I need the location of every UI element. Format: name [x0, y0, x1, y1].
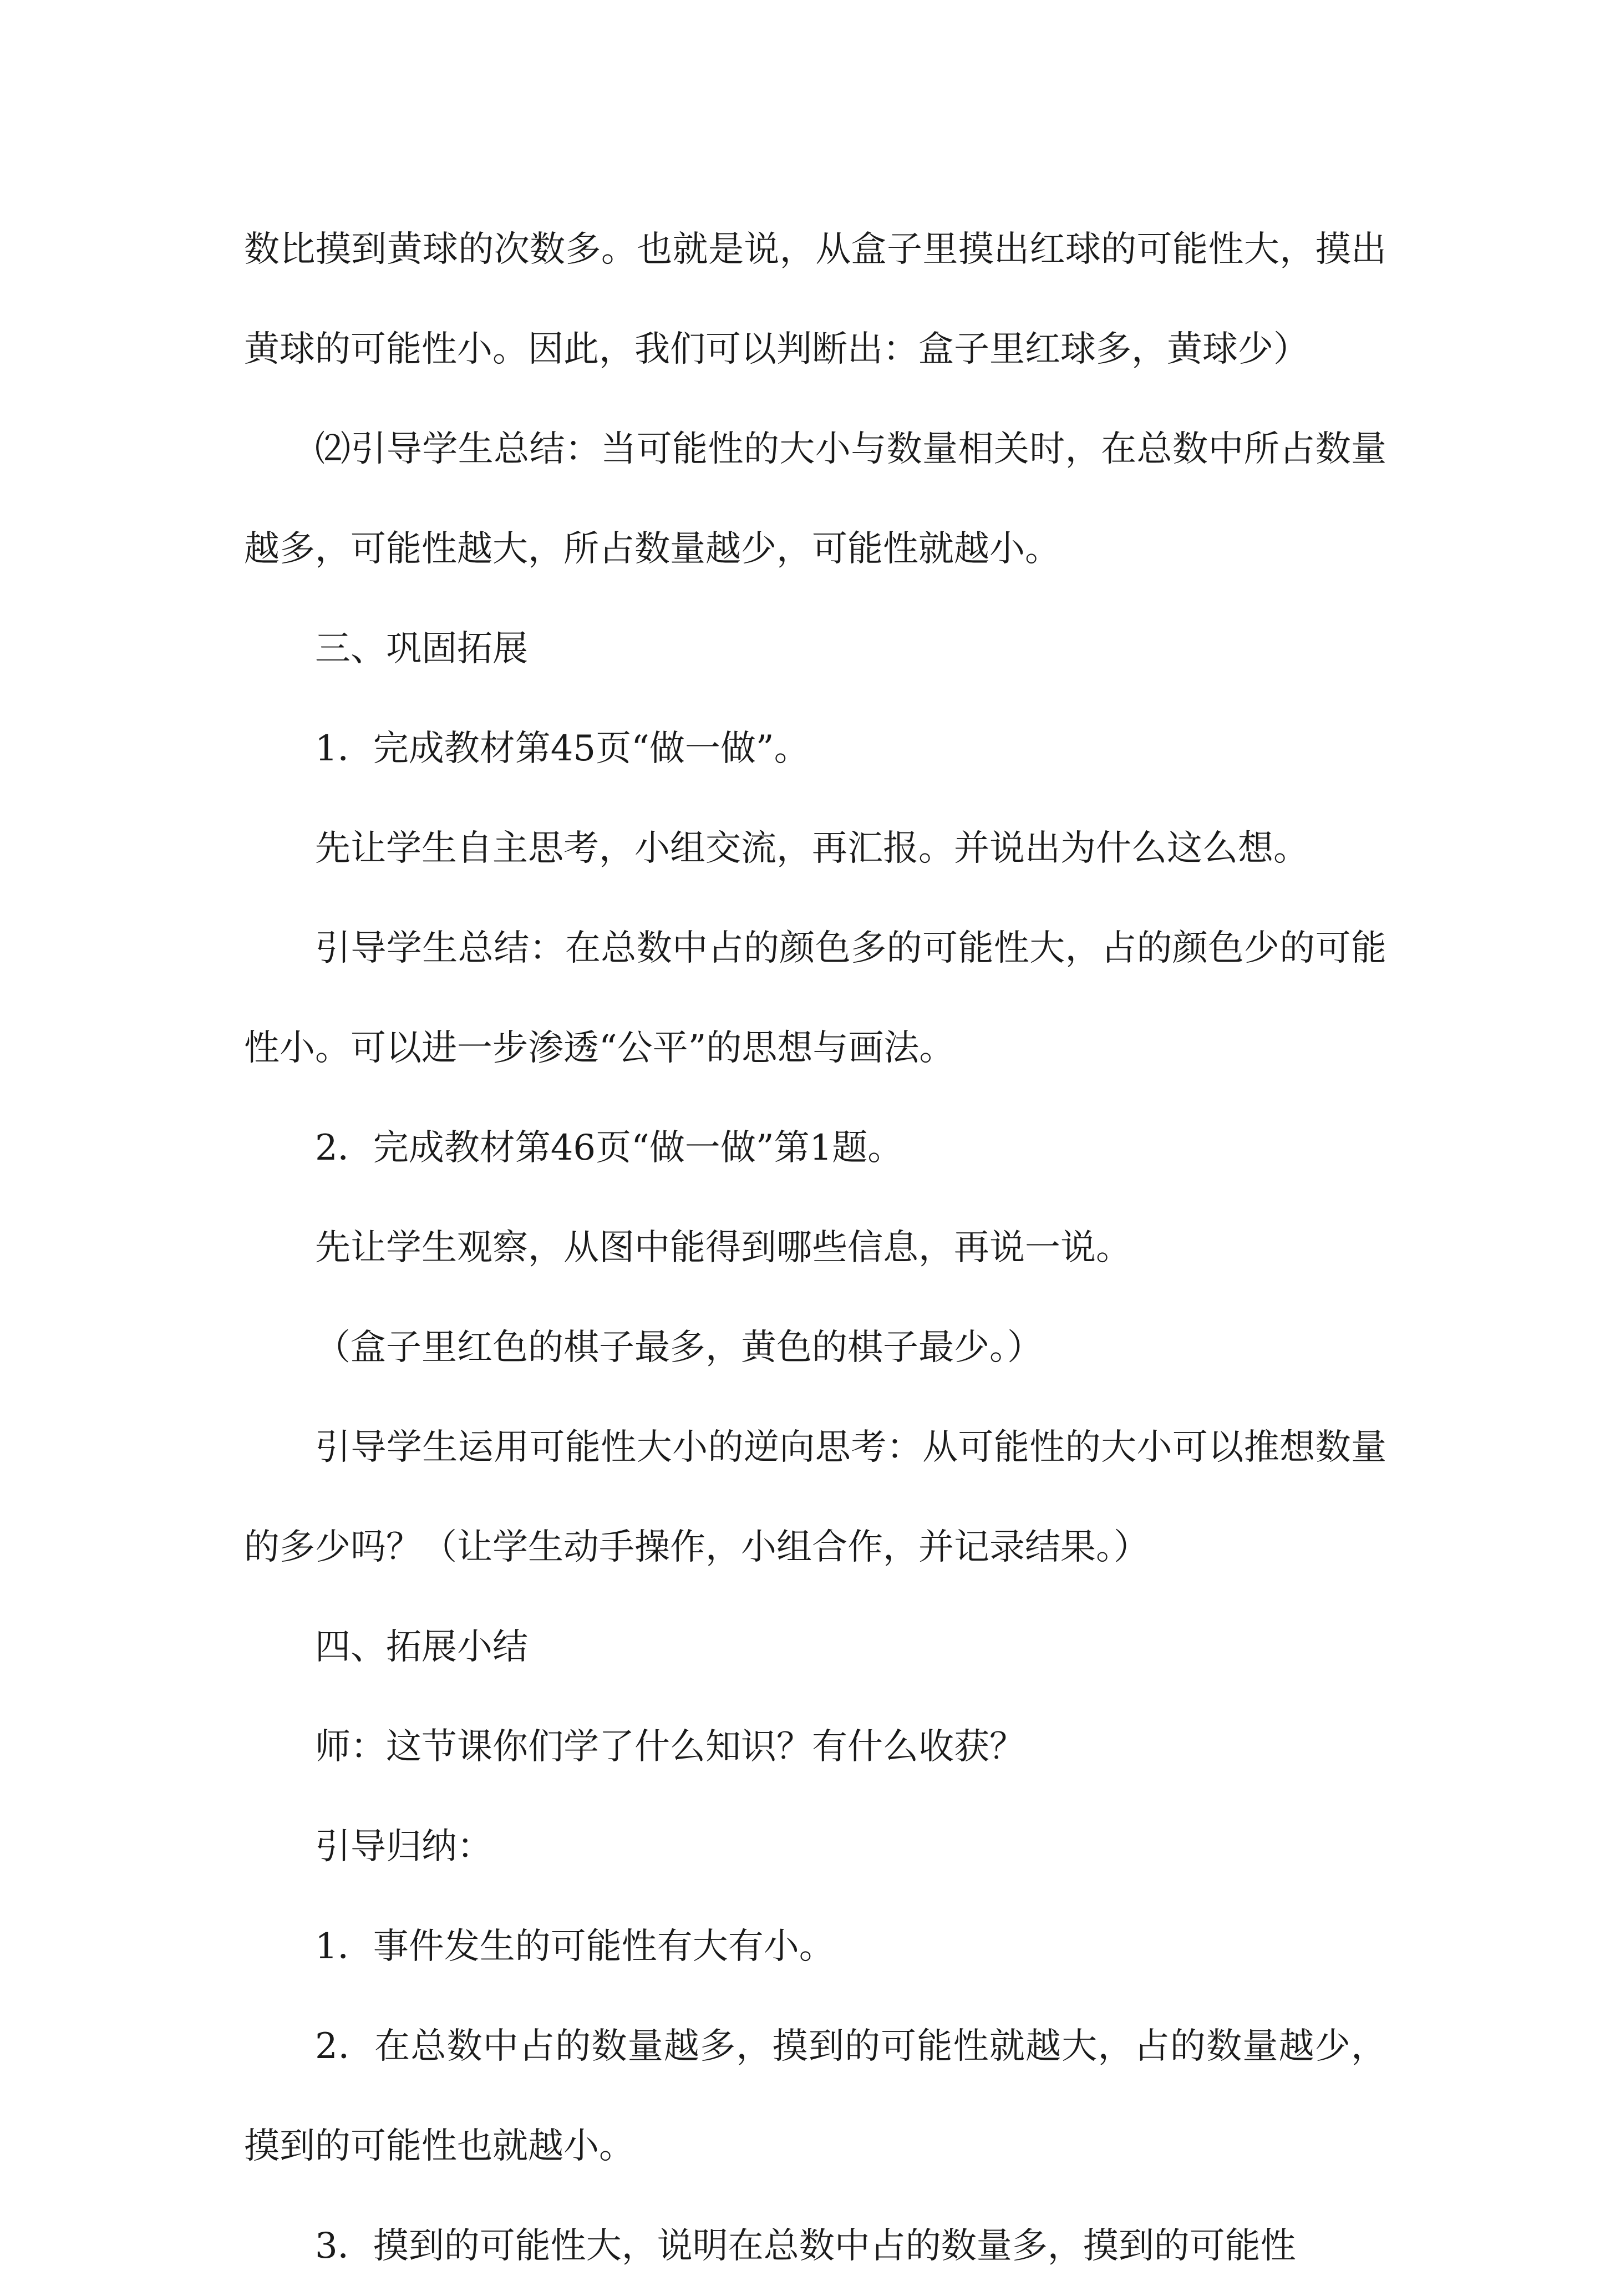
paragraph-10: 引导学生运用可能性大小的逆向思考：从可能性的大小可以推想数量的多少吗？（让学生动手操作，小组合作，并记录结果。） [244, 1427, 1386, 1568]
section-heading-3: 三、巩固拓展 [315, 628, 528, 669]
section-heading-4: 四、拓展小结 [315, 1627, 528, 1668]
paragraph-15: 2．在总数中占的数量越多，摸到的可能性就越大，占的数量越少，摸到的可能性也就越小。 [244, 2026, 1386, 2167]
document-body [244, 200, 1386, 2296]
paragraph-5: 先让学生自主思考，小组交流，再汇报。并说出为什么这么想。 [315, 828, 1309, 869]
paragraph-14: 1．事件发生的可能性有大有小。 [315, 1926, 835, 1967]
paragraph-12: 师：这节课你们学了什么知识？有什么收获？ [315, 1726, 1025, 1767]
paragraph-6: 引导学生总结：在总数中占的颜色多的可能性大，占的颜色少的可能性小。可以进一步渗透“公平”的思想与画法。 [244, 928, 1386, 1069]
paragraph-9: （盒子里红色的棋子最多，黄色的棋子最少。） [315, 1327, 1043, 1368]
paragraph-13: 引导归纳： [315, 1826, 492, 1867]
paragraph-7: 2．完成教材第46页“做一做”第1题。 [315, 1127, 903, 1169]
paragraph-16: 3．摸到的可能性大，说明在总数中占的数量多，摸到的可能性 [315, 2226, 1296, 2267]
paragraph-4: 1．完成教材第45页“做一做”。 [315, 728, 810, 769]
paragraph-2: ⑵引导学生总结：当可能性的大小与数量相关时，在总数中所占数量越多，可能性越大，所占数量越少，可能性就越小。 [244, 429, 1386, 570]
paragraph-1: 数比摸到黄球的次数多。也就是说，从盒子里摸出红球的可能性大，摸出黄球的可能性小。因此，我们可以判断出：盒子里红球多，黄球少） [244, 229, 1386, 370]
paragraph-8: 先让学生观察，从图中能得到哪些信息，再说一说。 [315, 1227, 1131, 1268]
